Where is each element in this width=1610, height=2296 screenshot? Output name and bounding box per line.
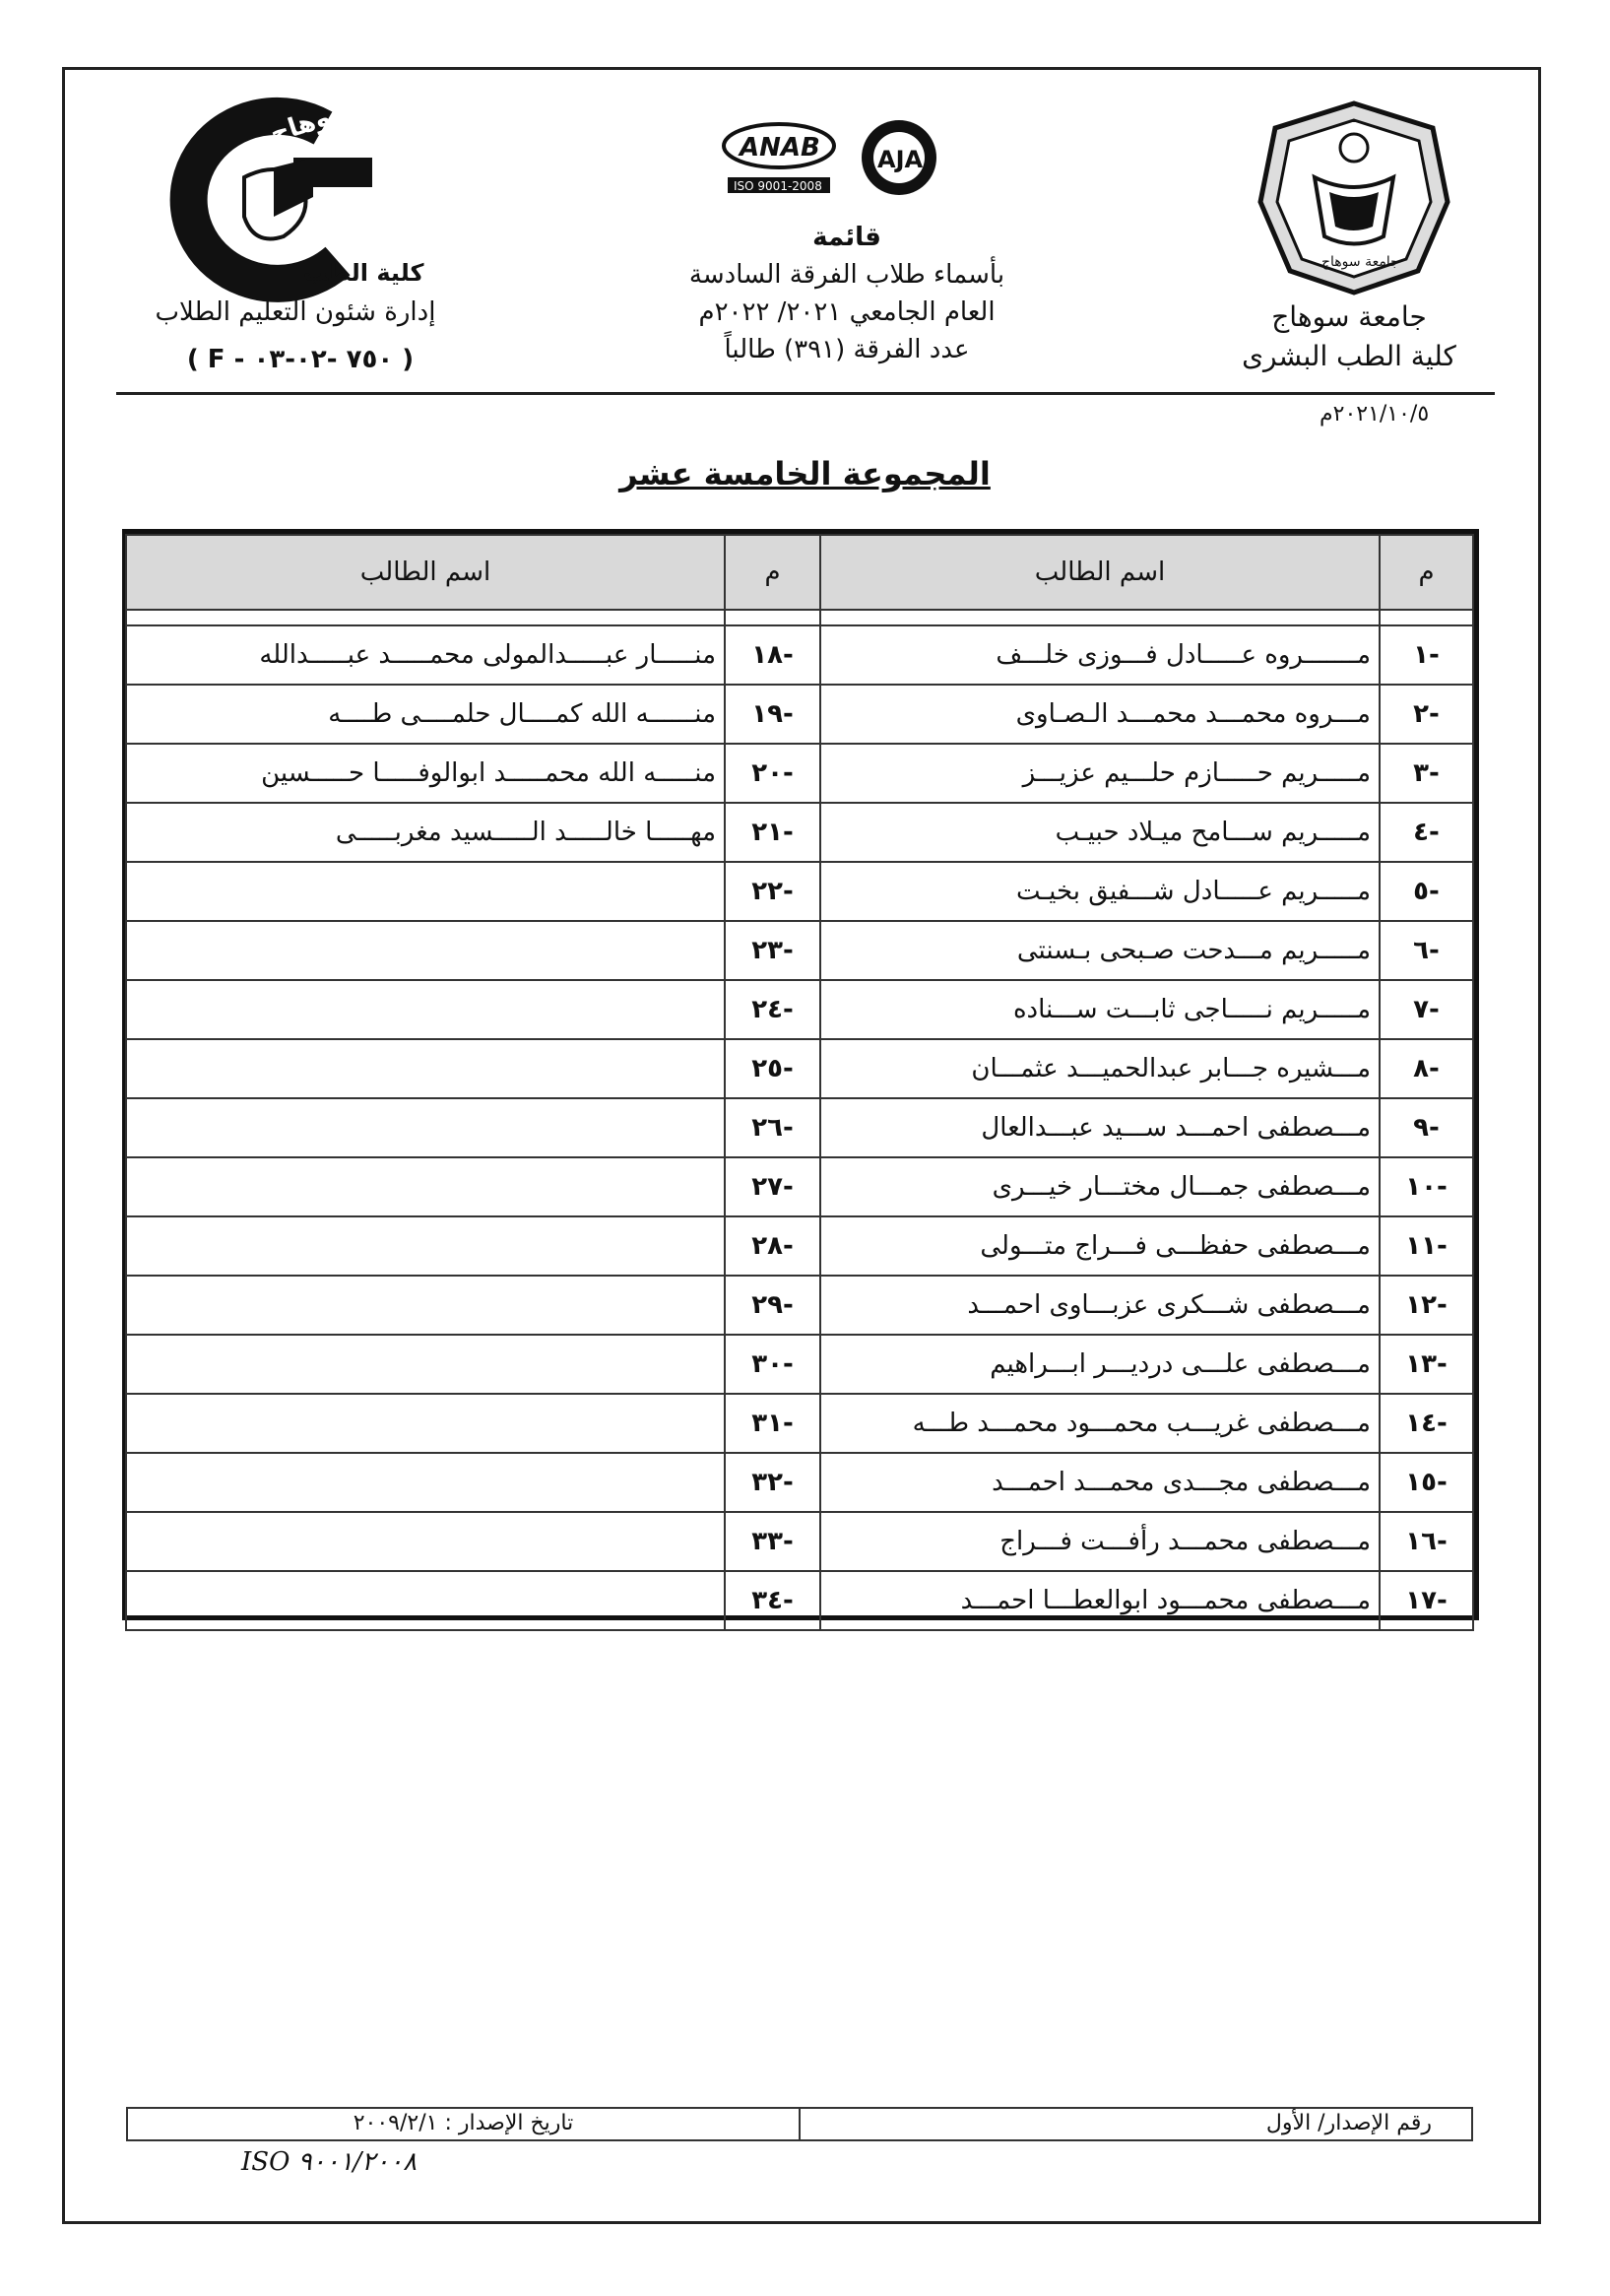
student-name-left — [126, 1335, 725, 1394]
row-number-right: -١٧ — [1380, 1571, 1473, 1630]
student-name-right: مـــصطفى محمـــد رأفـــت فـــراج — [820, 1512, 1380, 1571]
row-number-right: -١٤ — [1380, 1394, 1473, 1453]
row-number-left: -٣١ — [725, 1394, 820, 1453]
anab-iso-text: ISO 9001-2008 — [734, 179, 822, 193]
column-header-name-left: اسم الطالب — [126, 535, 725, 610]
student-name-left — [126, 1276, 725, 1335]
student-name-right: مـــصطفى علـــى دردیـــر ابـــراھیم — [820, 1335, 1380, 1394]
row-number-left: -١٨ — [725, 625, 820, 685]
row-number-left: -٢٠ — [725, 744, 820, 803]
student-name-right: مـــــريم مـــدحت صـبحى بـسنتى — [820, 921, 1380, 980]
table-row — [126, 744, 1473, 803]
row-number-right: -١٠ — [1380, 1157, 1473, 1216]
row-number-left: -٢٨ — [725, 1216, 820, 1276]
issue-number: رقم الإصدار/ الأول — [1265, 2111, 1432, 2135]
table-row — [126, 1157, 1473, 1216]
table-header-row — [126, 535, 1473, 610]
table-row — [126, 980, 1473, 1039]
spacer-cell — [725, 610, 820, 625]
faculty-logo-text-bottom: كلية الطب — [303, 259, 424, 287]
column-header-name-right: اسم الطالب — [820, 535, 1380, 610]
form-code: ( F - ٧٥٠ -٠٢-٠٣ ) — [186, 345, 415, 374]
row-number-left: -٢٣ — [725, 921, 820, 980]
student-name-right: مـــــريم نـــــاجى ثابـــت ســـناده — [820, 980, 1380, 1039]
row-number-right: -٦ — [1380, 921, 1473, 980]
list-title: قائمة — [812, 223, 881, 252]
anab-badge-text: ANAB — [740, 133, 820, 163]
student-name-left — [126, 862, 725, 921]
row-number-left: -٢١ — [725, 803, 820, 862]
table-row — [126, 685, 1473, 744]
student-name-left: مهـــــا خالـــــد الـــــسيد مغربـــــى — [126, 803, 725, 862]
row-number-right: -١٦ — [1380, 1512, 1473, 1571]
student-name-left — [126, 1157, 725, 1216]
student-name-left — [126, 1098, 725, 1157]
row-number-right: -٤ — [1380, 803, 1473, 862]
table-row — [126, 625, 1473, 685]
footer-issue-box — [126, 2107, 1473, 2141]
row-number-right: -٧ — [1380, 980, 1473, 1039]
student-name-right: مـــصطفى جمـــال مختـــار خيـــرى — [820, 1157, 1380, 1216]
row-number-left: -٢٩ — [725, 1276, 820, 1335]
students-table-grid — [125, 534, 1474, 1631]
spacer-cell — [126, 610, 725, 625]
row-number-left: -٢٤ — [725, 980, 820, 1039]
row-number-left: -١٩ — [725, 685, 820, 744]
student-name-right: مـــشيره جـــابر عبدالحميـــد عثمـــان — [820, 1039, 1380, 1098]
row-number-left: -٢٦ — [725, 1098, 820, 1157]
student-name-right: مـــصطفى شـــكرى عزبـــاوى احمـــد — [820, 1276, 1380, 1335]
row-number-right: -١ — [1380, 625, 1473, 685]
student-name-left — [126, 1571, 725, 1630]
student-name-left — [126, 1216, 725, 1276]
seal-text: جامعة سوهاج — [1321, 254, 1399, 270]
faculty-name: كلية الطب البشرى — [1242, 340, 1456, 372]
student-count: عدد الفرقة (٣٩١) طالباً — [724, 335, 970, 364]
academic-year: العام الجامعي ٢٠٢١/ ٢٠٢٢م — [698, 297, 996, 327]
table-spacer-row — [126, 610, 1473, 625]
faculty-logo — [126, 68, 438, 295]
university-seal — [1251, 98, 1457, 295]
department-name: إدارة شئون التعليم الطلاب — [155, 297, 436, 327]
table-row — [126, 1216, 1473, 1276]
student-name-right: مـــصطفى غریـــب محمـــود محمـــد طـــه — [820, 1394, 1380, 1453]
students-table — [122, 529, 1479, 1620]
student-name-right: مـــــــروه عـــــادل فـــوزى خلـــف — [820, 625, 1380, 685]
faculty-logo-text-top: جامعة سوهاج — [266, 68, 438, 150]
table-row — [126, 1394, 1473, 1453]
list-header — [640, 219, 1054, 368]
row-number-right: -٩ — [1380, 1098, 1473, 1157]
student-name-left: منــــــه الله كمــــال حلمــــى طــــه — [126, 685, 725, 744]
row-number-right: -١٢ — [1380, 1276, 1473, 1335]
list-subtitle: بأسماء طلاب الفرقة السادسة — [688, 260, 1005, 290]
student-name-left — [126, 1512, 725, 1571]
student-name-left: منـــــار عبـــــدالمولى محمـــــد عبـــــدالله — [126, 625, 725, 685]
table-row — [126, 921, 1473, 980]
row-number-left: -٢٥ — [725, 1039, 820, 1098]
row-number-left: -٣٣ — [725, 1512, 820, 1571]
student-name-right: مـــروه محمـــد محمـــد الـصـاوى — [820, 685, 1380, 744]
table-row — [126, 1453, 1473, 1512]
iso-certification: ISO ٩٠٠١/٢٠٠٨ — [241, 2147, 418, 2177]
row-number-left: -٣٠ — [725, 1335, 820, 1394]
row-number-right: -٨ — [1380, 1039, 1473, 1098]
table-row — [126, 1039, 1473, 1098]
row-number-right: -١٣ — [1380, 1335, 1473, 1394]
institution-block — [1211, 297, 1487, 376]
row-number-right: -٥ — [1380, 862, 1473, 921]
student-name-right: مـــصطفى احمـــد ســـيد عبـــدالعال — [820, 1098, 1380, 1157]
student-name-left — [126, 921, 725, 980]
accreditation-badges — [722, 116, 968, 205]
student-name-right: مـــــريم ســـامح ميـلاد حبيـب — [820, 803, 1380, 862]
table-row — [126, 803, 1473, 862]
table-row — [126, 862, 1473, 921]
row-number-left: -٣٤ — [725, 1571, 820, 1630]
group-title: المجموعة الخامسة عشر — [619, 455, 991, 492]
aja-badge-text: AJA — [877, 146, 924, 173]
student-name-left: منـــــه الله محمـــــد ابوالوفـــــا حـــــسين — [126, 744, 725, 803]
spacer-cell — [1380, 610, 1473, 625]
row-number-right: -٣ — [1380, 744, 1473, 803]
student-name-left — [126, 980, 725, 1039]
student-name-right: مـــصطفى مجـــدى محمـــد احمـــد — [820, 1453, 1380, 1512]
student-name-right: مـــصطفى حفظـــى فـــراج متـــولى — [820, 1216, 1380, 1276]
column-header-num-right: م — [1380, 535, 1473, 610]
row-number-left: -٢٢ — [725, 862, 820, 921]
student-name-right: مـــــريم عـــــادل شـــفيق بخيـت — [820, 862, 1380, 921]
table-row — [126, 1335, 1473, 1394]
spacer-cell — [820, 610, 1380, 625]
university-name: جامعة سوهاج — [1271, 300, 1427, 333]
row-number-left: -٣٢ — [725, 1453, 820, 1512]
table-row — [126, 1512, 1473, 1571]
table-row — [126, 1571, 1473, 1630]
row-number-left: -٢٧ — [725, 1157, 820, 1216]
student-name-left — [126, 1453, 725, 1512]
row-number-right: -١٥ — [1380, 1453, 1473, 1512]
row-number-right: -٢ — [1380, 685, 1473, 744]
column-header-num-left: م — [725, 535, 820, 610]
table-row — [126, 1098, 1473, 1157]
issue-date: تاريخ الإصدار : ٢٠٠٩/٢/١ — [128, 2109, 801, 2139]
row-number-right: -١١ — [1380, 1216, 1473, 1276]
student-name-right: مـــصطفى محمـــود ابوالعطـــا احمـــد — [820, 1571, 1380, 1630]
student-name-left — [126, 1394, 725, 1453]
document-date: ٢٠٢١/١٠/٥م — [1320, 402, 1430, 426]
table-row — [126, 1276, 1473, 1335]
student-name-right: مـــــريم حـــــازم حلـــيم عزيـــز — [820, 744, 1380, 803]
header-divider — [116, 392, 1495, 395]
student-name-left — [126, 1039, 725, 1098]
